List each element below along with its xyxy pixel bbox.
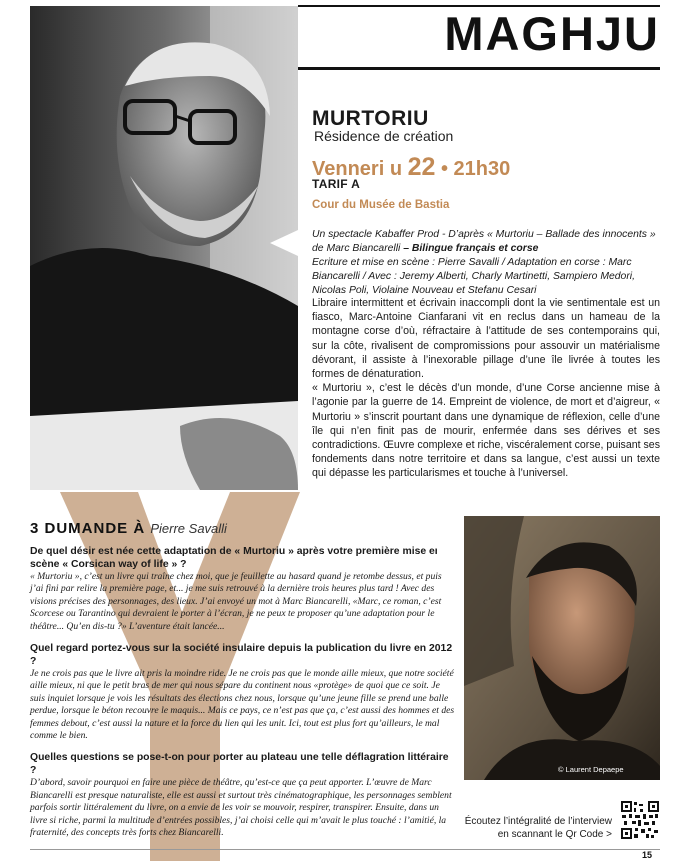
interview-person: Pierre Savalli bbox=[150, 521, 227, 536]
page-title: MAGHJU bbox=[444, 7, 660, 60]
tarif-label: TARIF A bbox=[312, 177, 361, 191]
date-time: 21h30 bbox=[453, 158, 511, 180]
interview-answer: D’abord, savoir pourquoi en faire une pièce de théâtre, qu’est-ce que ça peut apporter. L’œuvre de Marc Biancarelli est presque naturaliste, elle est aussi et surtout très cinématographique, les personnages semblent parfois sortir littéralement du livre, on a envie de les voir se mouvoir, respirer, transpirer. Ensuite, dans un livre si riche, parmi la multitude d’entrées possibles, j’ai choisi celle qui m’avait le plus touché : l’amitié, la fraternité, des concepts très forts chez Biancarelli. bbox=[30, 777, 452, 839]
credits-block bbox=[312, 228, 660, 298]
interview-question: Quel regard portez-vous sur la société insulaire depuis la publication du livre en 2012 ? bbox=[30, 643, 453, 668]
interview-answer: « Murtoriu », c’est un livre qui traîne chez moi, que je feuillette au hasard quand je retombe dessus, et puis j’ai fini par relire la première page, et... je me suis retrouvé à la dernière trois heures plus tard ! Avec des visions précises des personnages, des lieux. J’ai envoyé un mot à Marc Biancarelli, «Marc, ce roman, c’est Scorcese ou Tarantino qui devraient le porter à l’écran, je ne peux te proposer qu’une adaptation pour le théâtre... Qu’en dis-tu ?» L’aventure était lancée... bbox=[30, 571, 442, 632]
interview-heading bbox=[30, 520, 227, 537]
venue-label: Cour du Musée de Bastia bbox=[312, 199, 450, 211]
author-photo bbox=[30, 6, 298, 490]
production-author: de Marc Biancarelli bbox=[312, 243, 401, 254]
pointer-arrow bbox=[437, 536, 463, 560]
qr-code-icon[interactable] bbox=[620, 800, 660, 840]
synopsis bbox=[312, 296, 660, 481]
listen-line-1: Écoutez l’intégralité de l’interview bbox=[464, 816, 612, 827]
interview-question: Quelles questions se pose-t-on pour porter au plateau une telle déflagration littéraire ? bbox=[30, 752, 449, 777]
production-text: Un spectacle Kabaffer Prod - D’après « Murtoriu – Ballade des innocents » bbox=[312, 229, 656, 240]
synopsis-paragraph-2: « Murtoriu », c’est le décès d’un monde, d’une Corse ancienne mise à l’agonie par la guerre de 14. Empreint de violence, de mort et d’aigreur, « Murtoriu » s’inscrit pourtant dans une dynamique de réflexion, celle d’une île qui n’en finit pas de mourir, enfermée dans ses dérives et ses contradictions. Œuvre complexe et riche, viscéralement corse, puisant ses fondements dans notre territoire et dans sa langue, c’est aussi un texte qui dépasse les particularismes et touche à l’universel. bbox=[312, 382, 660, 480]
photo-credit: © Laurent Depaepe bbox=[558, 765, 624, 774]
title-rule-bottom bbox=[298, 67, 660, 70]
interview-heading-text: 3 DUMANDE À bbox=[30, 520, 146, 537]
interview-body bbox=[30, 545, 455, 849]
page-rule bbox=[30, 849, 660, 850]
production-language: – Bilingue français et corse bbox=[400, 243, 539, 254]
staff-line: Ecriture et mise en scène : Pierre Savalli / Adaptation en corse : Marc Biancarelli / Avec : Jeremy Alberti, Charly Martinetti, Sampiero Medori, Nicolas Poli, Violaine Nouveau et Stefanu Cesari bbox=[312, 257, 635, 296]
director-photo bbox=[464, 516, 660, 780]
production-line bbox=[312, 228, 660, 256]
interview-question: De quel désir est née cette adaptation de « Murtoriu » après votre première mise en scène « Corsican way of life » ? bbox=[30, 546, 442, 570]
show-subtitle: Résidence de création bbox=[314, 128, 454, 144]
show-title: MURTORIU bbox=[312, 107, 429, 130]
date-separator: • bbox=[435, 158, 454, 180]
listen-line-2: en scannant le Qr Code > bbox=[497, 829, 612, 840]
interview-answer: Je ne crois pas que le livre ait pris la moindre ride. Je ne crois pas que le monde aille mieux, que notre société aille mieux, ni que le petit bras de mer qui nous sépare du continent nous «protège» de quoi que ce soit. Je suis inquiet lorsque je vois les résultats des élections chez nous, lorsque qu’une jeune fille se prend une balle perdue, lorsque le béton recouvre le maquis... Mais ce pays, ce n’est pas que ça, c’est aussi des hommes et des femmes debout, c’est aussi la nature et la force du lien qui les unit. Ici, tout est plus fort qu’ailleurs, le mal comme le bien. bbox=[30, 668, 455, 742]
page-number: 15 bbox=[642, 850, 653, 860]
date-day: 22 bbox=[407, 153, 436, 181]
listen-caption bbox=[444, 815, 612, 841]
pointer-arrow bbox=[270, 230, 298, 256]
synopsis-paragraph-1: Libraire intermittent et écrivain inaccompli dont la vie sentimentale est un fiasco, Marc-Antoine Cianfarani vit en reclus dans un hameau de la montagne corse d’où, réfractaire à l’attitude de ses contemporains qui, sur la côte, rivalisent de compromissions pour assouvir un matérialisme dévorant, il assiste à l’inexorable pillage d’une île livrée à toutes les formes de dénaturation. bbox=[312, 297, 660, 381]
date-prefix: Venneri u bbox=[312, 158, 403, 180]
